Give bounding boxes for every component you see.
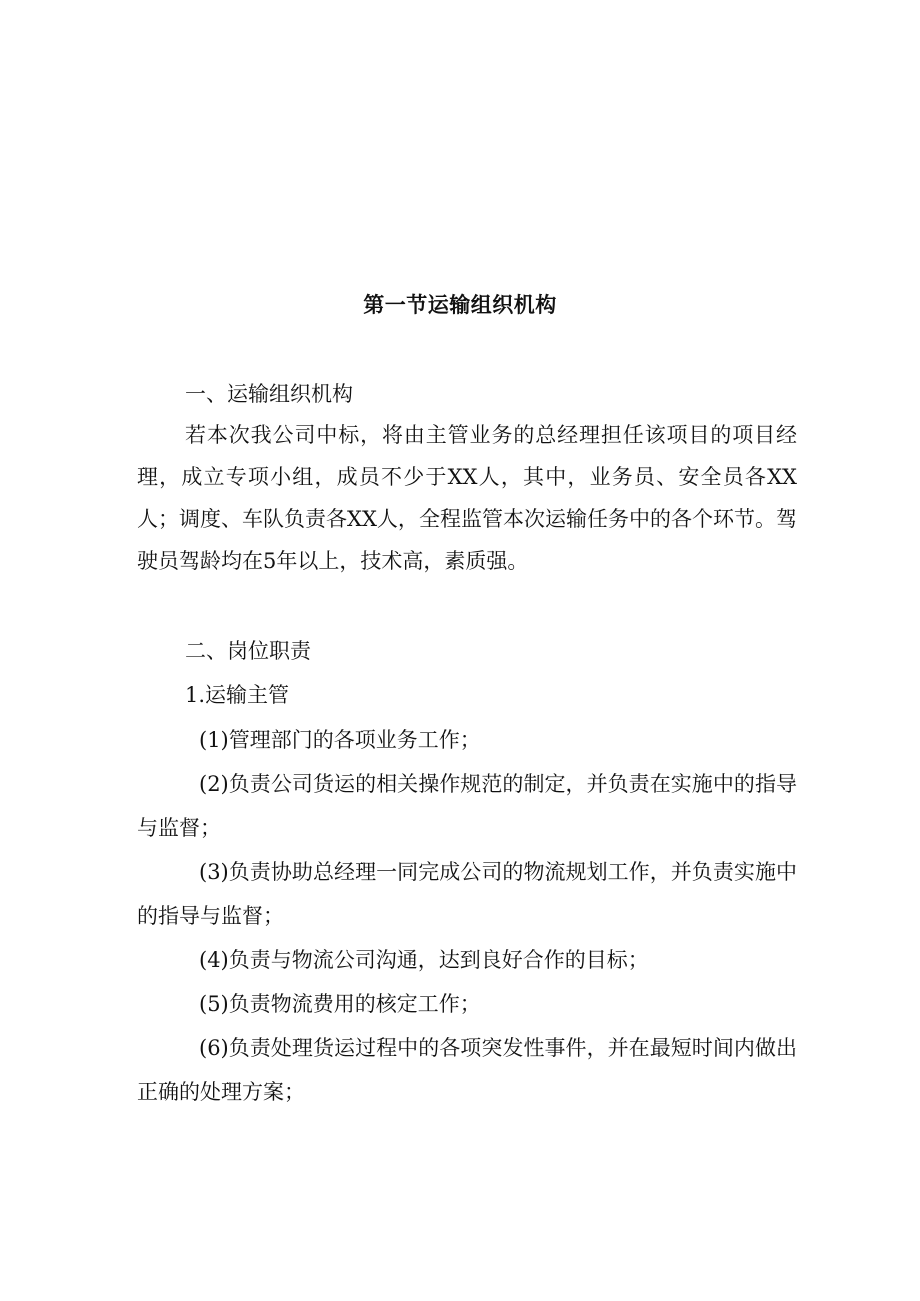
section2-heading: 二、岗位职责 (185, 639, 311, 663)
list-item: (1)管理部门的各项业务工作； (199, 728, 481, 752)
list-item: (5)负责物流费用的核定工作； (199, 992, 481, 1016)
list-item: (3)负责协助总经理一同完成公司的物流规划工作，并负责实施中的指导与监督； (137, 860, 797, 928)
section1-heading: 一、运输组织机构 (185, 382, 353, 406)
section2-subheading: 1.运输主管 (185, 683, 290, 707)
list-item: (6)负责处理货运过程中的各项突发性事件，并在最短时间内做出正确的处理方案； (137, 1036, 797, 1104)
page-title: 第一节运输组织机构 (363, 292, 557, 317)
section1-paragraph: 若本次我公司中标，将由主管业务的总经理担任该项目的项目经理，成立专项小组，成员不少于XX人，其中，业务员、安全员各XX人；调度、车队负责各XX人，全程监管本次运输任务中的各个环节。驾驶员驾龄均在5年以上，技术高，素质强。 (137, 423, 797, 573)
list-item: (2)负责公司货运的相关操作规范的制定，并负责在实施中的指导与监督； (137, 772, 797, 840)
list-item: (4)负责与物流公司沟通，达到良好合作的目标； (199, 948, 649, 972)
